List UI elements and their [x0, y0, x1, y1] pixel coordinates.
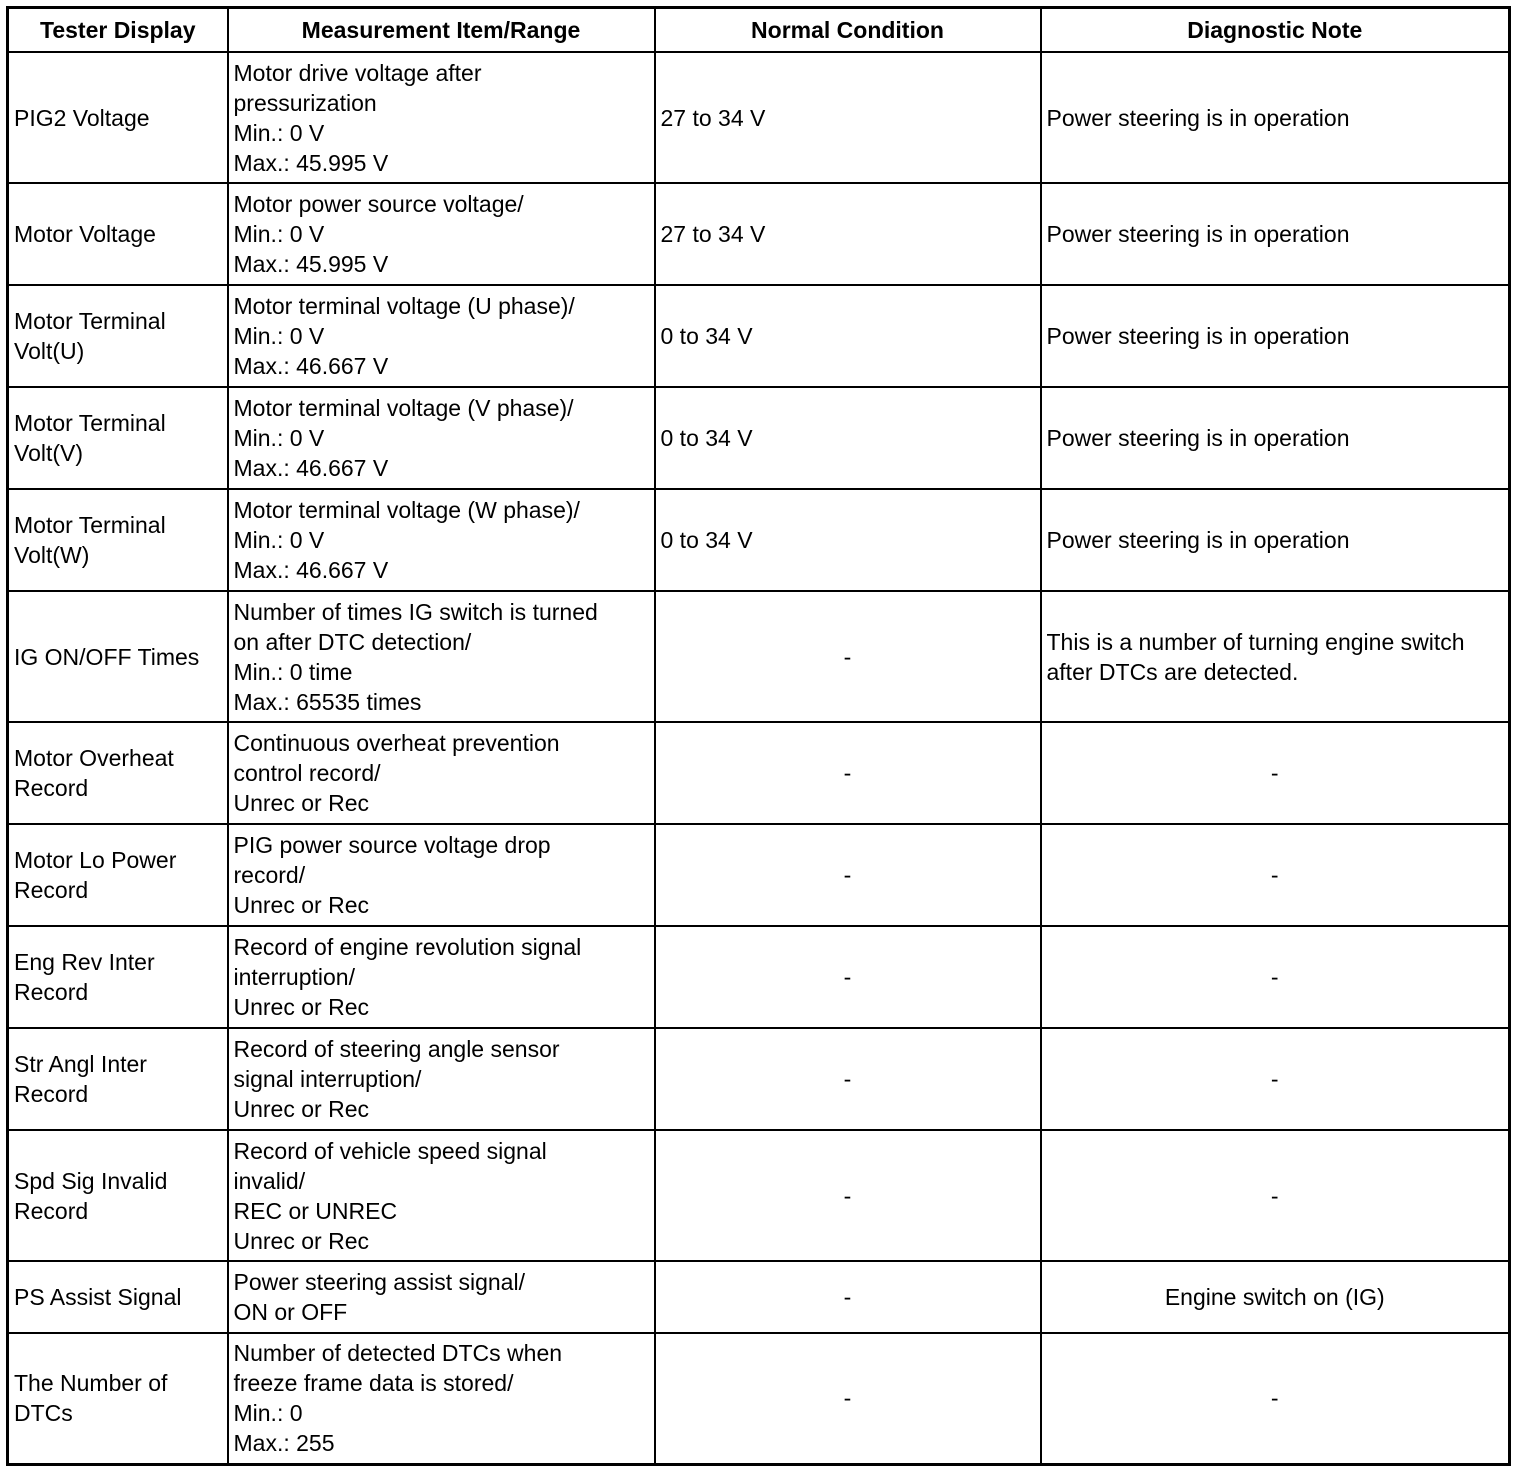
cell-text-line: PIG2 Voltage: [14, 104, 150, 131]
cell-text-line: Record of vehicle speed signal: [233, 1137, 547, 1164]
cell-text-line: IG ON/OFF Times: [14, 643, 200, 670]
cell-text-line: record/: [233, 862, 306, 888]
cell-text-line: Power steering is in operation: [1046, 527, 1350, 553]
header-measurement-item: Measurement Item/Range: [228, 8, 655, 53]
measurement-item-cell: [228, 52, 655, 183]
table-row: [8, 722, 1510, 824]
cell-text-line: Motor Terminal: [14, 512, 166, 538]
cell-text-line: -: [843, 1182, 852, 1209]
data-list-table: [6, 6, 1511, 1466]
cell-text-line: Motor Terminal: [14, 410, 166, 436]
cell-text-line: freeze frame data is stored/: [233, 1370, 514, 1397]
cell-text-line: Number of times IG switch is turned: [233, 598, 598, 625]
cell-text-line: interruption/: [233, 964, 355, 990]
cell-text-line: -: [1270, 760, 1279, 786]
cell-text-line: invalid/: [233, 1167, 306, 1194]
cell-text-line: Number of detected DTCs when: [233, 1340, 563, 1367]
cell-text-line: Motor Voltage: [14, 221, 156, 247]
table-row: [8, 1130, 1510, 1261]
table-row: [8, 824, 1510, 926]
table-row: [8, 387, 1510, 489]
cell-text-line: Spd Sig Invalid: [14, 1167, 168, 1194]
normal-condition-cell: [655, 52, 1041, 183]
normal-condition-cell: [655, 1130, 1041, 1261]
tester-display-cell: [8, 285, 228, 387]
diagnostic-note-cell: [1041, 591, 1510, 722]
normal-condition-cell: [655, 183, 1041, 285]
cell-text-line: Motor terminal voltage (V phase)/: [233, 395, 574, 421]
cell-text-line: Power steering is in operation: [1046, 221, 1350, 247]
cell-text-line: Max.: 45.995 V: [233, 149, 389, 176]
cell-text-line: Power steering is in operation: [1046, 425, 1350, 451]
normal-condition-cell: [655, 926, 1041, 1028]
cell-text-line: Min.: 0 V: [233, 425, 325, 451]
normal-condition-cell: [655, 387, 1041, 489]
cell-text-line: Motor terminal voltage (U phase)/: [233, 293, 575, 319]
table-row: [8, 926, 1510, 1028]
cell-text-line: Max.: 255: [233, 1430, 335, 1457]
table-row: [8, 183, 1510, 285]
cell-text-line: Motor Lo Power: [14, 847, 177, 873]
normal-condition-cell: [655, 722, 1041, 824]
table-row: [8, 285, 1510, 387]
table-row: [8, 1261, 1510, 1333]
diagnostic-note-cell: [1041, 285, 1510, 387]
cell-text-line: Record of steering angle sensor: [233, 1036, 560, 1062]
tester-display-cell: [8, 489, 228, 591]
normal-condition-cell: [655, 489, 1041, 591]
cell-text-line: -: [1270, 1385, 1279, 1412]
cell-text-line: Min.: 0: [233, 1400, 303, 1427]
cell-text-line: control record/: [233, 760, 381, 786]
header-normal-condition: Normal Condition: [655, 8, 1041, 53]
tester-display-cell: [8, 1028, 228, 1130]
cell-text-line: 27 to 34 V: [660, 221, 766, 247]
cell-text-line: -: [843, 1385, 852, 1412]
tester-display-cell: [8, 591, 228, 722]
diagnostic-note-cell: [1041, 1333, 1510, 1464]
tester-display-cell: [8, 1333, 228, 1464]
cell-text-line: PIG power source voltage drop: [233, 832, 551, 858]
normal-condition-cell: [655, 591, 1041, 722]
measurement-item-cell: [228, 183, 655, 285]
diagnostic-note-cell: [1041, 52, 1510, 183]
tester-display-cell: [8, 52, 228, 183]
table-row: [8, 1028, 1510, 1130]
cell-text-line: Max.: 45.995 V: [233, 251, 389, 277]
cell-text-line: The Number of: [14, 1370, 168, 1397]
measurement-item-cell: [228, 1028, 655, 1130]
measurement-item-cell: [228, 1130, 655, 1261]
cell-text-line: after DTCs are detected.: [1046, 658, 1299, 685]
cell-text-line: -: [1270, 1182, 1279, 1209]
cell-text-line: Unrec or Rec: [233, 1227, 369, 1254]
cell-text-line: signal interruption/: [233, 1066, 422, 1092]
diagnostic-note-cell: [1041, 1261, 1510, 1333]
diagnostic-note-cell: [1041, 926, 1510, 1028]
cell-text-line: Min.: 0 V: [233, 119, 325, 146]
cell-text-line: Unrec or Rec: [233, 892, 369, 918]
cell-text-line: -: [1270, 1066, 1279, 1092]
measurement-item-cell: [228, 591, 655, 722]
diagnostic-note-cell: [1041, 1130, 1510, 1261]
cell-text-line: Power steering is in operation: [1046, 323, 1350, 349]
measurement-item-cell: [228, 1333, 655, 1464]
cell-text-line: 0 to 34 V: [660, 425, 753, 451]
diagnostic-note-cell: [1041, 183, 1510, 285]
cell-text-line: Record: [14, 877, 89, 903]
cell-text-line: Record: [14, 775, 89, 801]
cell-text-line: -: [843, 1066, 852, 1092]
tester-display-cell: [8, 926, 228, 1028]
cell-text-line: Power steering assist signal/: [233, 1269, 525, 1295]
tester-display-cell: [8, 1261, 228, 1333]
normal-condition-cell: [655, 1333, 1041, 1464]
normal-condition-cell: [655, 824, 1041, 926]
cell-text-line: Record: [14, 1197, 89, 1224]
cell-text-line: PS Assist Signal: [14, 1284, 182, 1310]
measurement-item-cell: [228, 1261, 655, 1333]
cell-text-line: -: [843, 643, 852, 670]
cell-text-line: This is a number of turning engine switch: [1046, 628, 1465, 655]
cell-text-line: Power steering is in operation: [1046, 104, 1350, 131]
table-row: [8, 1333, 1510, 1464]
cell-text-line: ON or OFF: [233, 1299, 348, 1325]
cell-text-line: -: [843, 760, 852, 786]
cell-text-line: Motor Terminal: [14, 308, 166, 334]
cell-text-line: 0 to 34 V: [660, 323, 753, 349]
table-row: [8, 489, 1510, 591]
cell-text-line: -: [843, 964, 852, 990]
cell-text-line: Record: [14, 979, 89, 1005]
header-tester-display: Tester Display: [8, 8, 228, 53]
cell-text-line: DTCs: [14, 1400, 73, 1427]
cell-text-line: Max.: 46.667 V: [233, 557, 389, 583]
cell-text-line: Engine switch on (IG): [1164, 1284, 1385, 1310]
cell-text-line: Unrec or Rec: [233, 1096, 369, 1122]
cell-text-line: Min.: 0 V: [233, 323, 325, 349]
cell-text-line: Min.: 0 V: [233, 221, 325, 247]
cell-text-line: Motor power source voltage/: [233, 191, 524, 217]
table-row: [8, 52, 1510, 183]
tester-display-cell: [8, 183, 228, 285]
cell-text-line: Min.: 0 V: [233, 527, 325, 553]
cell-text-line: Motor Overheat: [14, 745, 174, 771]
normal-condition-cell: [655, 285, 1041, 387]
cell-text-line: -: [843, 862, 852, 888]
measurement-item-cell: [228, 285, 655, 387]
cell-text-line: Unrec or Rec: [233, 994, 369, 1020]
cell-text-line: Motor drive voltage after: [233, 59, 482, 86]
cell-text-line: REC or UNREC: [233, 1197, 398, 1224]
measurement-item-cell: [228, 926, 655, 1028]
diagnostic-note-cell: [1041, 824, 1510, 926]
cell-text-line: Max.: 65535 times: [233, 688, 422, 715]
tester-display-cell: [8, 387, 228, 489]
measurement-item-cell: [228, 722, 655, 824]
cell-text-line: -: [1270, 862, 1279, 888]
tester-display-cell: [8, 1130, 228, 1261]
header-diagnostic-note: Diagnostic Note: [1041, 8, 1510, 53]
cell-text-line: Max.: 46.667 V: [233, 353, 389, 379]
cell-text-line: Unrec or Rec: [233, 790, 369, 816]
header-row: [8, 8, 1510, 53]
cell-text-line: -: [843, 1284, 852, 1310]
cell-text-line: Str Angl Inter: [14, 1051, 147, 1077]
cell-text-line: Volt(V): [14, 440, 84, 466]
cell-text-line: on after DTC detection/: [233, 628, 472, 655]
cell-text-line: Motor terminal voltage (W phase)/: [233, 497, 580, 523]
cell-text-line: Continuous overheat prevention: [233, 730, 560, 756]
diagnostic-note-cell: [1041, 387, 1510, 489]
cell-text-line: 0 to 34 V: [660, 527, 753, 553]
normal-condition-cell: [655, 1028, 1041, 1130]
cell-text-line: Volt(W): [14, 542, 90, 568]
cell-text-line: 27 to 34 V: [660, 104, 766, 131]
table-body: [8, 52, 1510, 1464]
measurement-item-cell: [228, 824, 655, 926]
measurement-item-cell: [228, 387, 655, 489]
cell-text-line: pressurization: [233, 89, 377, 116]
table-row: [8, 591, 1510, 722]
cell-text-line: Volt(U): [14, 338, 85, 364]
cell-text-line: Min.: 0 time: [233, 658, 353, 685]
diagnostic-note-cell: [1041, 1028, 1510, 1130]
measurement-item-cell: [228, 489, 655, 591]
diagnostic-note-cell: [1041, 489, 1510, 591]
cell-text-line: -: [1270, 964, 1279, 990]
normal-condition-cell: [655, 1261, 1041, 1333]
tester-display-cell: [8, 824, 228, 926]
cell-text-line: Record of engine revolution signal: [233, 934, 582, 960]
cell-text-line: Max.: 46.667 V: [233, 455, 389, 481]
tester-display-cell: [8, 722, 228, 824]
cell-text-line: Eng Rev Inter: [14, 949, 155, 975]
diagnostic-note-cell: [1041, 722, 1510, 824]
cell-text-line: Record: [14, 1081, 89, 1107]
